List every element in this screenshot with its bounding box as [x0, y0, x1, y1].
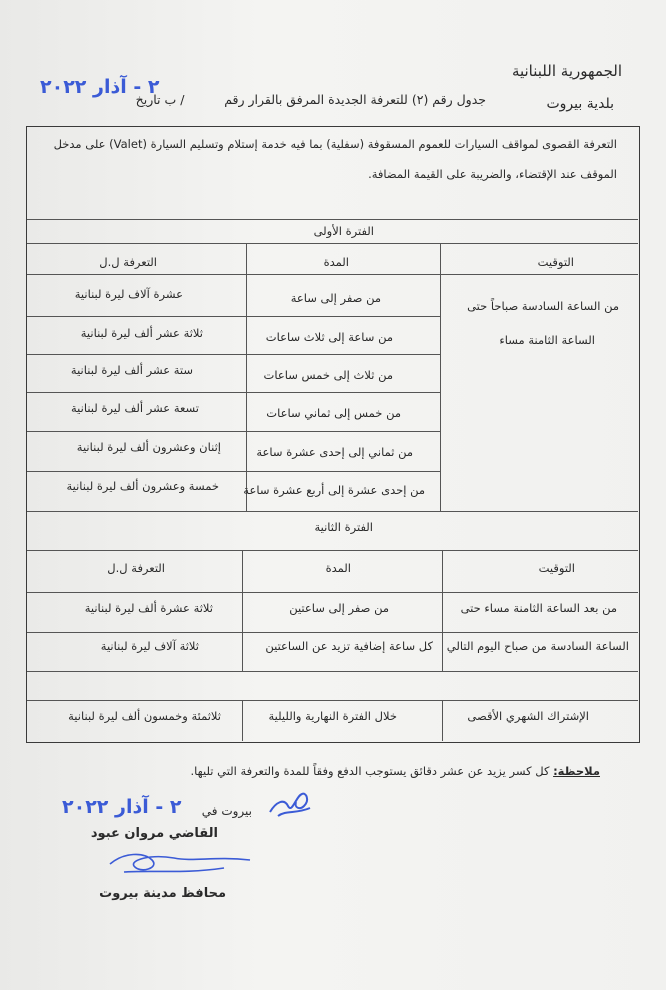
footer-note — [191, 764, 600, 778]
period2-header-tariff: التعرفة ل.ل — [107, 561, 165, 575]
period1-row1-duration: من صفر إلى ساعة — [290, 291, 381, 305]
table-intro — [47, 133, 617, 185]
period2-header-timing: التوقيت — [538, 561, 575, 575]
table-intro-line2: الموقف عند الإقتضاء، والضريبة على القيمة المضافة. — [368, 167, 617, 181]
period1-row5-duration: من ثماني إلى إحدى عشرة ساعة — [256, 445, 413, 459]
judge-name: القاضي مروان عبود — [90, 826, 218, 841]
date-prefix: / ب تاريخ — [135, 92, 185, 107]
period2-row2-tariff: ثلاثة آلاف ليرة لبنانية — [100, 639, 199, 653]
tariff-table — [26, 126, 640, 743]
period1-timing-line2: الساعة الثامنة مساء — [499, 333, 595, 347]
period2-timing-line1: من بعد الساعة الثامنة مساء حتى — [460, 601, 617, 615]
period1-row5-tariff: إثنان وعشرون ألف ليرة لبنانية — [76, 440, 221, 454]
note-label: ملاحظة: — [553, 764, 600, 778]
subscription-duration: خلال الفترة النهارية والليلية — [268, 709, 397, 723]
period2-header-duration: المدة — [325, 561, 351, 575]
period1-header-timing: التوقيت — [537, 255, 574, 269]
period2-title: الفترة الثانية — [314, 520, 373, 534]
municipality-heading: بلدية بيروت — [546, 96, 614, 112]
period2-timing-line2: الساعة السادسة من صباح اليوم التالي — [446, 639, 629, 653]
signature-initials — [266, 788, 316, 822]
period1-row3-duration: من ثلاث إلى خمس ساعات — [263, 368, 393, 382]
period1-header-duration: المدة — [323, 255, 349, 269]
table-caption-text: جدول رقم (٢) للتعرفة الجديدة المرفق بالقرار رقم — [224, 92, 486, 107]
period1-row2-duration: من ساعة إلى ثلاث ساعات — [265, 330, 393, 344]
place-label: بيروت في — [201, 804, 252, 818]
period2-row2-duration: كل ساعة إضافية تزيد عن الساعتين — [265, 639, 433, 653]
period1-row6-duration: من إحدى عشرة إلى أربع عشرة ساعة — [243, 483, 425, 497]
table-caption — [136, 92, 486, 107]
handwritten-date-top: ٢ - آذار ٢٠٢٢ — [40, 76, 160, 98]
period1-row2-tariff: ثلاثة عشر ألف ليرة لبنانية — [80, 326, 203, 340]
subscription-tariff: ثلاثمئة وخمسون ألف ليرة لبنانية — [68, 709, 221, 723]
period1-timing-line1: من الساعة السادسة صباحاً حتى — [467, 299, 619, 313]
period2-row1-tariff: ثلاثة عشرة ألف ليرة لبنانية — [84, 601, 213, 615]
period1-header-tariff: التعرفة ل.ل — [99, 255, 157, 269]
republic-heading: الجمهورية اللبنانية — [511, 62, 622, 80]
period2-row1-duration: من صفر إلى ساعتين — [289, 601, 389, 615]
period1-row1-tariff: عشرة آلاف ليرة لبنانية — [74, 287, 183, 301]
period1-title: الفترة الأولى — [313, 224, 374, 238]
table-intro-line1: التعرفة القصوى لمواقف السيارات للعموم المسقوفة (سفلية) بما فيه خدمة إستلام وتسليم السيارة (Valet) على مدخل — [53, 137, 617, 151]
handwritten-date-bottom: ٢ - آذار ٢٠٢٢ — [62, 796, 182, 818]
note-text: كل كسر يزيد عن عشر دقائق يستوجب الدفع وفقاً للمدة والتعرفة التي تليها. — [190, 764, 550, 778]
governor-signature — [104, 846, 254, 882]
period1-row3-tariff: ستة عشر ألف ليرة لبنانية — [70, 363, 193, 377]
period1-row4-duration: من خمس إلى ثماني ساعات — [266, 406, 401, 420]
period1-row4-tariff: تسعة عشر ألف ليرة لبنانية — [71, 401, 199, 415]
period1-row6-tariff: خمسة وعشرون ألف ليرة لبنانية — [66, 479, 219, 493]
subscription-label: الإشتراك الشهري الأقصى — [467, 709, 589, 723]
governor-title: محافظ مدينة بيروت — [99, 886, 226, 901]
